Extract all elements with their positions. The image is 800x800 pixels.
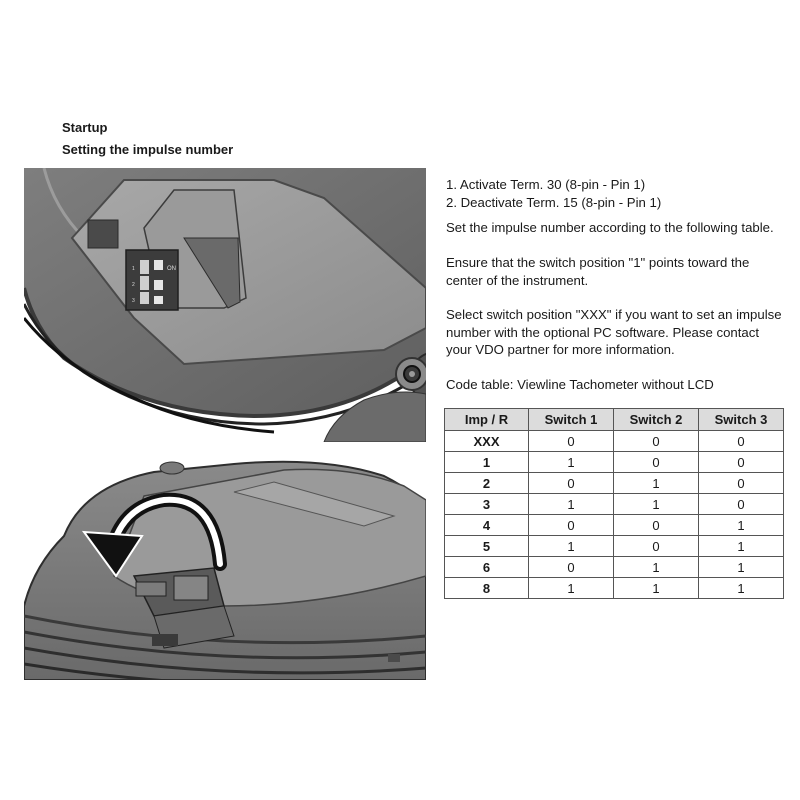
subsection-heading: Setting the impulse number	[62, 142, 234, 157]
header-imp-r: Imp / R	[445, 409, 529, 431]
dip-number-2: 2	[132, 282, 135, 288]
imp-cell: 8	[445, 578, 529, 599]
table-row	[445, 536, 784, 557]
switch-cell: 1	[699, 578, 784, 599]
imp-cell: XXX	[445, 431, 529, 452]
header-switch-3: Switch 3	[699, 409, 784, 431]
switch-cell: 1	[699, 536, 784, 557]
imp-cell: 6	[445, 557, 529, 578]
steps-list	[446, 176, 786, 211]
switch-cell: 0	[699, 494, 784, 515]
ensure-instruction: Ensure that the switch position "1" points toward the center of the instrument.	[446, 255, 750, 288]
switch-cell: 1	[529, 494, 614, 515]
switch-cell: 0	[699, 473, 784, 494]
switch-cell: 0	[529, 431, 614, 452]
switch-cell: 1	[614, 578, 699, 599]
imp-cell: 4	[445, 515, 529, 536]
dip-number-3: 3	[132, 298, 135, 304]
switch-cell: 0	[614, 536, 699, 557]
dip-number-1: 1	[132, 266, 135, 272]
switch-cell: 1	[529, 578, 614, 599]
switch-cell: 1	[614, 557, 699, 578]
imp-cell: 3	[445, 494, 529, 515]
switch-cell: 1	[529, 536, 614, 557]
step-1: 1. Activate Term. 30 (8-pin - Pin 1)	[446, 177, 646, 192]
step-2: 2. Deactivate Term. 15 (8-pin - Pin 1)	[446, 194, 662, 210]
switch-cell: 0	[529, 515, 614, 536]
table-row	[445, 557, 784, 578]
switch-cell: 1	[699, 557, 784, 578]
dip-on-label: ON	[167, 266, 176, 272]
table-row	[445, 431, 784, 452]
switch-cell: 1	[614, 473, 699, 494]
switch-cell: 0	[529, 557, 614, 578]
code-table	[444, 408, 784, 599]
switch-cell: 0	[529, 473, 614, 494]
section-heading: Startup	[62, 120, 108, 135]
imp-cell: 2	[445, 473, 529, 494]
instrument-rear-illustration	[24, 456, 426, 680]
header-switch-1: Switch 1	[529, 409, 614, 431]
table-row	[445, 452, 784, 473]
imp-cell: 1	[445, 452, 529, 473]
table-row	[445, 515, 784, 536]
imp-cell: 5	[445, 536, 529, 557]
switch-cell: 1	[614, 494, 699, 515]
table-row	[445, 473, 784, 494]
header-switch-2: Switch 2	[614, 409, 699, 431]
switch-cell: 1	[529, 452, 614, 473]
set-instruction: Set the impulse number according to the following table.	[446, 220, 774, 235]
switch-cell: 0	[614, 431, 699, 452]
switch-cell: 0	[614, 515, 699, 536]
switch-cell: 0	[699, 452, 784, 473]
switch-cell: 1	[699, 515, 784, 536]
dip-switch-illustration	[24, 168, 426, 442]
select-xxx-instruction: Select switch position "XXX" if you want to set an impulse number with the optional PC software. Please contact your VDO partner for more information.	[446, 307, 782, 357]
table-header-row	[445, 409, 784, 431]
table-row	[445, 578, 784, 599]
switch-cell: 0	[699, 431, 784, 452]
table-row	[445, 494, 784, 515]
code-table-caption: Code table: Viewline Tachometer without LCD	[446, 377, 714, 392]
switch-cell: 0	[614, 452, 699, 473]
